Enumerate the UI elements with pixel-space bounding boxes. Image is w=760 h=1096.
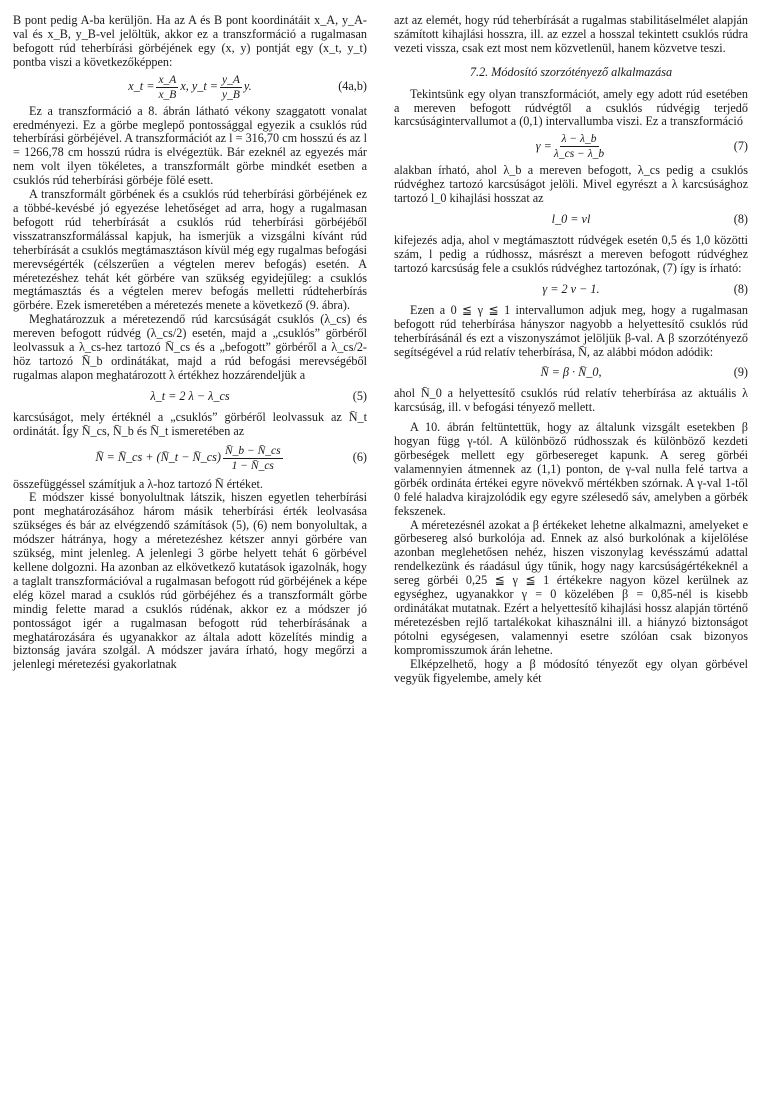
fraction — [223, 445, 283, 472]
fraction-denominator: 1 − N̄_cs — [231, 459, 274, 472]
equation-text: λ_t = 2 λ − λ_cs — [150, 388, 230, 403]
equation-text: N̄ = N̄_cs + (N̄_t − N̄_cs) — [95, 450, 221, 465]
equation-text: N̄ = β · N̄_0, — [540, 365, 602, 380]
fraction-denominator: y_B — [222, 88, 240, 101]
equation-number: (9) — [733, 365, 748, 380]
paragraph: Meghatározzuk a méretezendő rúd karcsúságát csuklós (λ_cs) és mereven befogott rúdvég (λ_cs/2) esetén, majd a „csuklós” görbéről leolvassuk a λ_cs-hez tartozó N̄_cs és a „befogott” görbéről a λ_cs/2-höz tartozó N̄_b ordinátákat, majd a rúd befogási merevségéből rugalmas alapon meghatározott λ értékhez hozzárendeljük a — [13, 312, 367, 382]
paragraph: E módszer kissé bonyolultnak látszik, hiszen egyetlen teherbírási pont meghatározásához három másik teherbírási érték leolvasása szükséges és bár az elvégzendő számítások (5), (6) nem bonyolultak, a módszer hátránya, hogy a méretezéshez kétszer annyi görbére van szükség, mint jelenleg. A jelenlegi 3 görbe helyett tehát 6 görbével kellene dolgozni. Ha azonban az elkövetkező kutatások igazolnák, hogy a taglalt transzformációval a rugalmasan befogott rúd görbéjének a képe elég közel marad a csuklós rúd görbéjéhez és a transzformált görbe mindig felette marad a csuklós rúdénak, akkor ez a módszer jó pontosságot igér a rugalmasan befogott rúd teherbírásának a meghatározására és ugyanakkor az általa adott közelítés mindig a biztonság javára szolgál. A módszer javára írható, hogy megőrzi a jelenlegi méretezési gyakorlatnak — [13, 490, 367, 672]
equation-7 — [394, 133, 748, 160]
equation-number: (8) — [733, 281, 748, 296]
equation-text: γ = — [535, 138, 552, 153]
fraction-numerator: x_A — [158, 73, 177, 86]
paragraph: ahol N̄_0 a helyettesítő csuklós rúd relatív teherbírása az aktuális λ karcsúság, ill. ν befogási tényező mellett. — [394, 386, 748, 415]
equation-9 — [394, 363, 748, 383]
equation-number: (7) — [733, 138, 748, 153]
paragraph: A 10. ábrán feltüntettük, hogy az általunk vizsgált esetekben β hogyan függ γ-tól. A különböző rúdhosszak és különböző kezdeti görbeségek mellett egy görbesereget kapunk. A sereg görbéi valamennyien átmennek az (1,1) ponton, de γ-val nulla felé tartva a görbék ordináta értékei egyre növekvő mértékben szórnak. A γ-val 1-től 0 felé haladva kirajzolódik egy egyre szélesedő sáv, amelyben a görbék fekszenek. — [394, 420, 748, 518]
paragraph: Ezen a 0 ≦ γ ≦ 1 intervallumon adjuk meg, hogy a rugalmasan befogott rúd teherbírása hányszor nagyobb a helyettesítő csuklós rúd teherbírásánál és ezt a viszonyszámot jelöljük β-val. A β szorzótényező segítségével a rúd relatív teherbírása, N̄, az alábbi módon adódik: — [394, 302, 748, 359]
paragraph: Ez a transzformáció a 8. ábrán látható vékony szaggatott vonalat eredményezi. Ez a görbe meglepő pontossággal egyezik a csuklós rúd teherbírási görbéjével. A transzformációt az l = 316,70 cm hosszú és az l = 1266,78 cm hosszú rúdra is elvégeztük. Bár ezeknél az egyezés már nem volt ilyen tökéletes, a transzformált görbe mindkét esetben a csuklós rúd teherbírási görbéje fölé esett. — [13, 103, 367, 188]
paragraph: A méretezésnél azokat a β értékeket lehetne alkalmazni, amelyeket e görbesereg alsó burkolója ad. Ennek az alsó burkolónak a kijelölése azonban meglehetősen nehéz, hiszen viszonylag kevésszámú adattal rendelkezünk és ráadásul úgy tűnik, hogy nagy karcsúságértékeknél a sereg görbéi 0,25 ≦ γ ≦ 1 értékekre nagyon közel kerülnek az egységhez, ugyanakkor γ = 0 közelében β = 0,85-nél is kisebb ordinátákat mutatnak. Ezért a helyettesítő kihajlási hossz alapján történő méretezésben rejlő tartalékokat kihasználni ill. a hiányzó biztonságot pótolni egységesen, valamennyi esetre szólóan csak bizonyos kompromisszumok árán lehetne. — [394, 517, 748, 657]
equation-number: (6) — [352, 450, 367, 465]
paragraph: Elképzelhető, hogy a β módosító tényezőt egy olyan görbével vegyük figyelembe, amely két — [394, 656, 748, 685]
fraction-numerator: y_A — [222, 73, 240, 86]
fraction — [220, 74, 242, 101]
paragraph: Tekintsünk egy olyan transzformációt, amely egy adott rúd esetében a mereven befogott rúdvégtől a csuklós rúdvégig terjedő karcsúságintervallumot a (0,1) intervallumba viszi. Ez a transzformáció — [394, 86, 748, 129]
paragraph: A transzformált görbének és a csuklós rúd teherbírási görbéjének ez a többé-kevésbé jó egyezése lehetőséget ad arra, hogy a rugalmasan befogott rúd teherbírását a csuklós rúd teherbírási görbéjéből visszatranszformálással kapjuk, ha ismerjük a vizsgálni kívánt rúd teherbírását a csuklós megtámasztáson kívül még egy rugalmas befogási merevségérték (célszerűen a végtelen merev befogás) esetén. A méretezéshez tehát két görbére van szükség egyidejűleg: a csuklós megtámasztás és a végtelen merev befogás melletti rúdteherbírás görbére. Ezek ismeretében a méretezés menete a következő (9. ábra). — [13, 187, 367, 313]
equation-8b — [394, 280, 748, 300]
paragraph: alakban írható, ahol λ_b a mereven befogott, λ_cs pedig a csuklós rúdvéghez tartozó karcsúságot jelöli. Mivel egyrészt a λ karcsúsághoz tartozó l_0 kihajlási hosszat az — [394, 163, 748, 206]
equation-number: (5) — [352, 388, 367, 403]
paragraph: karcsúságot, mely értéknél a „csuklós” görbéről leolvassuk az N̄_t ordinátát. Így N̄_cs, N̄_b és N̄_t ismeretében az — [13, 409, 367, 438]
paragraph: azt az elemét, hogy rúd teherbírását a rugalmas stabilitáselmélet alapján számított kihajlási hosszra, ill. az ezzel a hosszal tekintett csuklós rúdra vezeti vissza, csak ezt most nem közvetlenül, hanem közvetve teszi. — [394, 13, 748, 55]
equation-text: x_t = — [128, 79, 155, 94]
paragraph: összefüggéssel számítjuk a λ-hoz tartozó N̄ értéket. — [13, 476, 263, 491]
equation-number: (8) — [733, 212, 748, 227]
equation-4ab — [13, 74, 367, 101]
equation-text: x, y_t = — [180, 79, 219, 94]
section-heading: 7.2. Módosító szorzótényező alkalmazása — [469, 64, 673, 79]
equation-number: (4a,b) — [338, 79, 367, 94]
equation-text: y. — [243, 79, 252, 94]
fraction-numerator: λ − λ_b — [561, 133, 597, 146]
fraction-numerator: N̄_b − N̄_cs — [224, 444, 281, 457]
fraction — [156, 74, 178, 101]
fraction — [554, 133, 604, 160]
fraction-denominator: x_B — [158, 88, 177, 101]
equation-text: l_0 = νl — [551, 212, 591, 227]
equation-6 — [13, 445, 367, 472]
paragraph: B pont pedig A-ba kerüljön. Ha az A és B pont koordinátáit x_A, y_A-val és x_B, y_B-vel jelöltük, akkor ez a transzformáció a rugalmasan befogott rúd teherbírási görbéjének egy (x, y) pontját egy (x_t, y_t) pontba viszi a következőképpen: — [13, 13, 367, 69]
right-column — [394, 14, 748, 685]
equation-5 — [13, 387, 367, 407]
equation-8 — [394, 210, 748, 230]
paragraph: kifejezés adja, ahol ν megtámasztott rúdvégek esetén 0,5 és 1,0 közötti szám, l pedig a rúdhossz, másrészt a mereven befogott rúdvéghez tartozó karcsúság fele a csuklós rúdvéghez tartozónak, (7) így is írható: — [394, 233, 748, 275]
fraction-denominator: λ_cs − λ_b — [553, 148, 605, 161]
equation-text: γ = 2 ν − 1. — [542, 281, 600, 296]
left-column — [13, 14, 367, 672]
